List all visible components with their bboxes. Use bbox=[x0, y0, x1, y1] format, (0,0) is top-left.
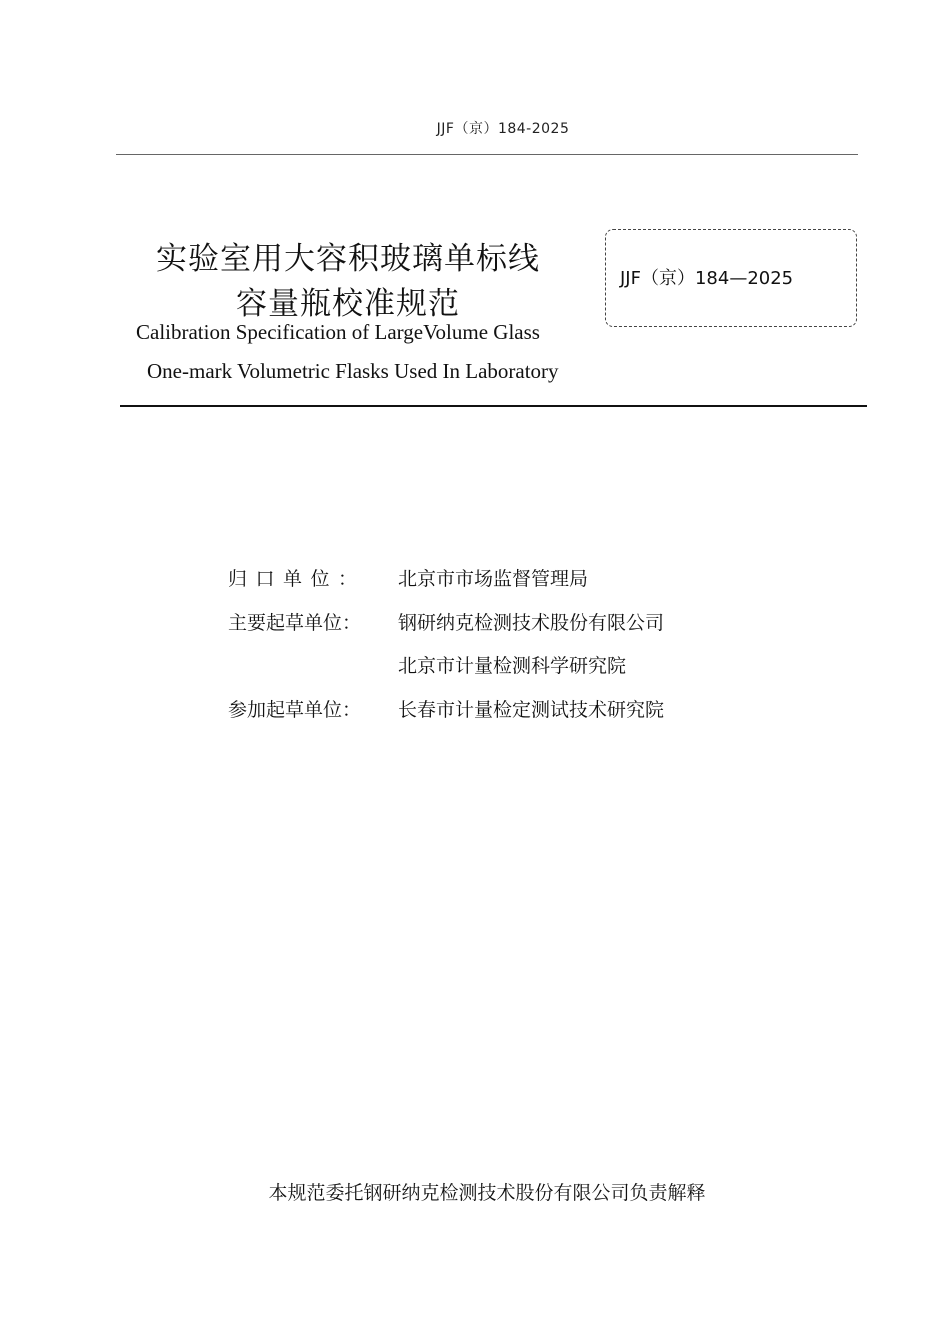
main-drafting-unit-value-1: 钢研纳克检测技术股份有限公司 bbox=[398, 612, 665, 634]
header-standard-code: JJF（京）184-2025 bbox=[436, 121, 570, 137]
title-english-line-1: Calibration Specification of LargeVolume Glass bbox=[136, 320, 540, 344]
main-drafting-unit-label: 主要起草单位： bbox=[228, 612, 362, 634]
header-divider bbox=[116, 154, 858, 155]
title-divider bbox=[120, 405, 867, 407]
responsible-unit-label: 归口单位： bbox=[228, 568, 366, 590]
interpretation-note: 本规范委托钢研纳克检测技术股份有限公司负责解释 bbox=[268, 1182, 706, 1204]
title-english-line-2: One-mark Volumetric Flasks Used In Laboratory bbox=[147, 359, 559, 383]
participating-unit-value: 长春市计量检定测试技术研究院 bbox=[398, 699, 665, 721]
title-chinese-line-2: 容量瓶校准规范 bbox=[236, 286, 460, 322]
responsible-unit-value: 北京市市场监督管理局 bbox=[398, 568, 589, 590]
main-drafting-unit-value-2: 北京市计量检测科学研究院 bbox=[398, 655, 627, 677]
standard-code-box-text: JJF（京）184—2025 bbox=[620, 268, 794, 289]
title-chinese-line-1: 实验室用大容积玻璃单标线 bbox=[156, 241, 540, 277]
participating-unit-label: 参加起草单位： bbox=[228, 699, 362, 721]
